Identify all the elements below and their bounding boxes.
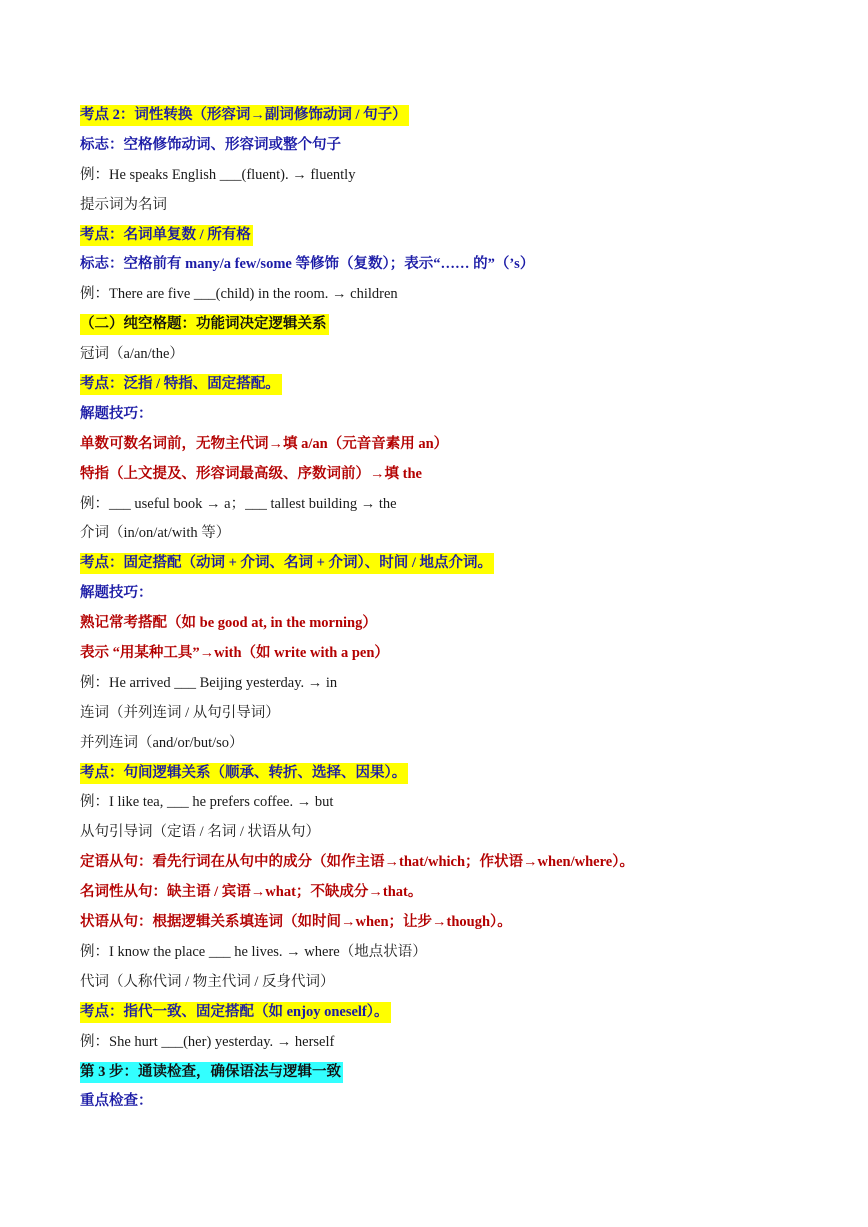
line-text: 冠词（a/an/the） [80, 346, 184, 363]
text-line [80, 490, 800, 520]
line-text: 名词性从句：缺主语 / 宾语→what；不缺成分→that。 [80, 884, 423, 901]
text-line [80, 788, 800, 818]
line-text: 例：___ useful book → a；___ tallest building → the [80, 495, 397, 512]
line-text: 单数可数名词前，无物主代词→填 a/an（元音音素用 an） [80, 435, 449, 452]
text-line [80, 579, 800, 609]
text-line [80, 310, 800, 340]
text-line [80, 878, 800, 908]
line-text: 解题技巧： [80, 585, 153, 602]
text-line [80, 609, 800, 639]
text-line [80, 818, 800, 848]
line-text: 代词（人称代词 / 物主代词 / 反身代词） [80, 973, 335, 990]
text-line [80, 221, 800, 251]
text-line [80, 848, 800, 878]
line-text: （二）纯空格题：功能词决定逻辑关系 [80, 314, 329, 335]
line-text: 从句引导词（定语 / 名词 / 状语从句） [80, 824, 321, 841]
line-text: 例：I know the place ___ he lives. → where（地点状语） [80, 943, 427, 960]
text-line [80, 519, 800, 549]
text-line [80, 998, 800, 1028]
line-text: 考点：固定搭配（动词 + 介词、名词 + 介词）、时间 / 地点介词。 [80, 553, 494, 574]
line-text: 提示词为名词 [80, 196, 167, 213]
text-line [80, 250, 800, 280]
text-line [80, 549, 800, 579]
line-text: 例：He arrived ___ Beijing yesterday. → in [80, 674, 338, 691]
line-text: 考点：名词单复数 / 所有格 [80, 225, 253, 246]
line-text: 特指（上文提及、形容词最高级、序数词前）→填 the [80, 465, 422, 482]
line-text: 考点：句间逻辑关系（顺承、转折、选择、因果）。 [80, 763, 408, 784]
text-line [80, 340, 800, 370]
line-text: 连词（并列连词 / 从句引导词） [80, 704, 280, 721]
line-text: 熟记常考搭配（如 be good at, in the morning） [80, 615, 377, 632]
text-line [80, 131, 800, 161]
line-text: 重点检查： [80, 1093, 153, 1110]
line-text: 解题技巧： [80, 405, 153, 422]
line-text: 例：He speaks English ___(fluent). → fluently [80, 166, 356, 183]
text-line [80, 400, 800, 430]
document-body [80, 101, 800, 1117]
text-line [80, 460, 800, 490]
line-text: 标志：空格修饰动词、形容词或整个句子 [80, 136, 341, 153]
text-line [80, 430, 800, 460]
text-line [80, 968, 800, 998]
line-text: 并列连词（and/or/but/so） [80, 734, 244, 751]
line-text: 例：She hurt ___(her) yesterday. → herself [80, 1033, 335, 1050]
line-text: 例：There are five ___(child) in the room. → children [80, 286, 398, 303]
text-line [80, 938, 800, 968]
text-line [80, 370, 800, 400]
text-line [80, 1058, 800, 1088]
line-text: 定语从句：看先行词在从句中的成分（如作主语→that/which；作状语→when/where）。 [80, 854, 634, 871]
text-line [80, 759, 800, 789]
text-line [80, 1087, 800, 1117]
text-line [80, 908, 800, 938]
line-text: 考点：指代一致、固定搭配（如 enjoy oneself）。 [80, 1002, 391, 1023]
line-text: 状语从句：根据逻辑关系填连词（如时间→when；让步→though）。 [80, 914, 512, 931]
text-line [80, 669, 800, 699]
line-text: 例：I like tea, ___ he prefers coffee. → but [80, 794, 334, 811]
line-text: 标志：空格前有 many/a few/some 等修饰（复数）；表示“…… 的”（’s） [80, 256, 535, 273]
line-text: 表示 “用某种工具”→with（如 write with a pen） [80, 645, 389, 662]
text-line [80, 161, 800, 191]
text-line [80, 729, 800, 759]
text-line [80, 191, 800, 221]
line-text: 第 3 步：通读检查，确保语法与逻辑一致 [80, 1062, 343, 1083]
line-text: 考点：泛指 / 特指、固定搭配。 [80, 374, 282, 395]
line-text: 介词（in/on/at/with 等） [80, 525, 231, 542]
text-line [80, 101, 800, 131]
line-text: 考点 2：词性转换（形容词→副词修饰动词 / 句子） [80, 105, 409, 126]
text-line [80, 639, 800, 669]
text-line [80, 699, 800, 729]
text-line [80, 280, 800, 310]
text-line [80, 1028, 800, 1058]
